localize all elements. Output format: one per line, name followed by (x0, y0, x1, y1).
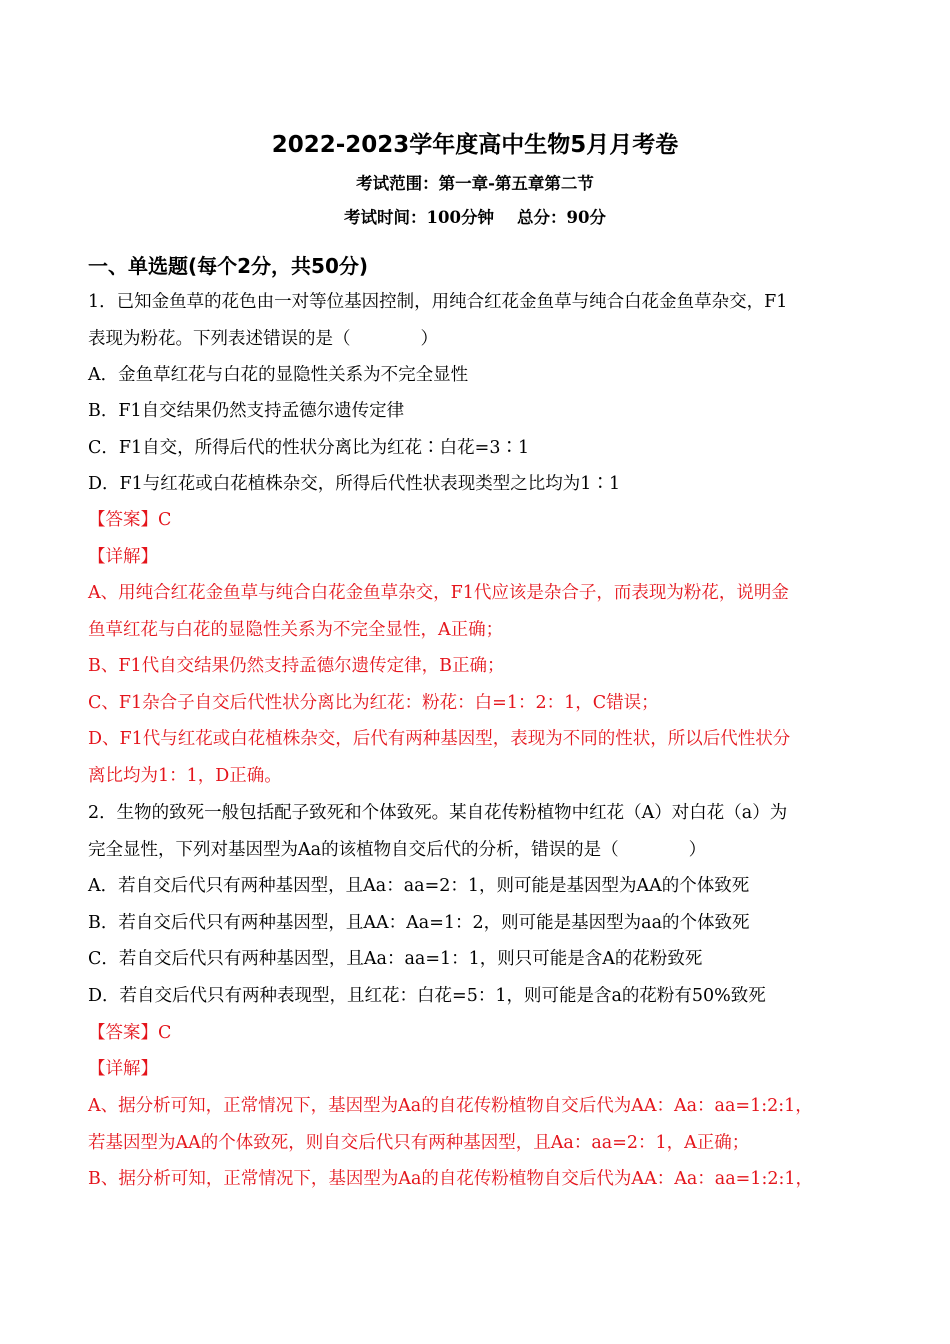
question-1-option-a: A．金鱼草红花与白花的显隐性关系为不完全显性 (88, 365, 469, 385)
exam-scope: 考试范围：第一章-第五章第二节 (356, 174, 594, 193)
question-2-explanation-line: B、据分析可知，正常情况下，基因型为Aa的自花传粉植物自交后代为AA：Aa：aa=1:2:1， (88, 1169, 814, 1189)
question-1-option-b: B．F1自交结果仍然支持孟德尔遗传定律 (88, 401, 405, 421)
question-2-option-a: A．若自交后代只有两种基因型，且Aa：aa=2：1，则可能是基因型为AA的个体致死 (88, 876, 750, 896)
exam-time-score: 考试时间：100分钟 总分：90分 (344, 208, 606, 227)
question-1-explanation-line: 鱼草红花与白花的显隐性关系为不完全显性，A正确； (88, 620, 504, 640)
question-2-option-d: D．若自交后代只有两种表现型，且红花：白花=5：1，则可能是含a的花粉有50%致死 (88, 986, 766, 1006)
question-1-stem: 1．已知金鱼草的花色由一对等位基因控制，用纯合红花金鱼草与纯合白花金鱼草杂交，F1 (88, 292, 788, 312)
question-1-explanation-line: A、用纯合红花金鱼草与纯合白花金鱼草杂交，F1代应该是杂合子，而表现为粉花，说明金 (88, 583, 789, 603)
question-1-answer: 【答案】C (88, 510, 172, 530)
question-2-detail-label: 【详解】 (88, 1059, 158, 1079)
question-2-explanation-line: 若基因型为AA的个体致死，则自交后代只有两种基因型，且Aa：aa=2：1，A正确； (88, 1133, 750, 1153)
question-1-option-d: D．F1与红花或白花植株杂交，所得后代性状表现类型之比均为1∶1 (88, 474, 621, 494)
question-1-explanation-line: D、F1代与红花或白花植株杂交，后代有两种基因型，表现为不同的性状，所以后代性状分 (88, 729, 791, 749)
section-title: 一、单选题(每个2分，共50分) (88, 254, 369, 278)
question-1-explanation-line: C、F1杂合子自交后代性状分离比为红花：粉花：白=1：2：1，C错误； (88, 693, 659, 713)
question-1-stem-cont: 表现为粉花。下列表述错误的是（ ） (88, 329, 438, 349)
question-1-explanation-line: 离比均为1：1，D正确。 (88, 766, 282, 786)
question-1-explanation-line: B、F1代自交结果仍然支持孟德尔遗传定律，B正确； (88, 656, 505, 676)
question-1-detail-label: 【详解】 (88, 547, 158, 567)
question-2-explanation-line: A、据分析可知，正常情况下，基因型为Aa的自花传粉植物自交后代为AA：Aa：aa=1:2:1， (88, 1096, 813, 1116)
question-2-answer: 【答案】C (88, 1023, 172, 1043)
exam-title: 2022-2023学年度高中生物5月月考卷 (271, 132, 679, 158)
question-2-option-b: B．若自交后代只有两种基因型，且AA：Aa=1：2，则可能是基因型为aa的个体致死 (88, 913, 750, 933)
question-2-stem: 2．生物的致死一般包括配子致死和个体致死。某自花传粉植物中红花（A）对白花（a）为 (88, 803, 788, 823)
question-2-stem-cont: 完全显性，下列对基因型为Aa的该植物自交后代的分析，错误的是（ ） (88, 840, 707, 860)
question-2-option-c: C．若自交后代只有两种基因型，且Aa：aa=1：1，则只可能是含A的花粉致死 (88, 949, 703, 969)
question-1-option-c: C．F1自交，所得后代的性状分离比为红花∶白花=3∶1 (88, 438, 530, 458)
